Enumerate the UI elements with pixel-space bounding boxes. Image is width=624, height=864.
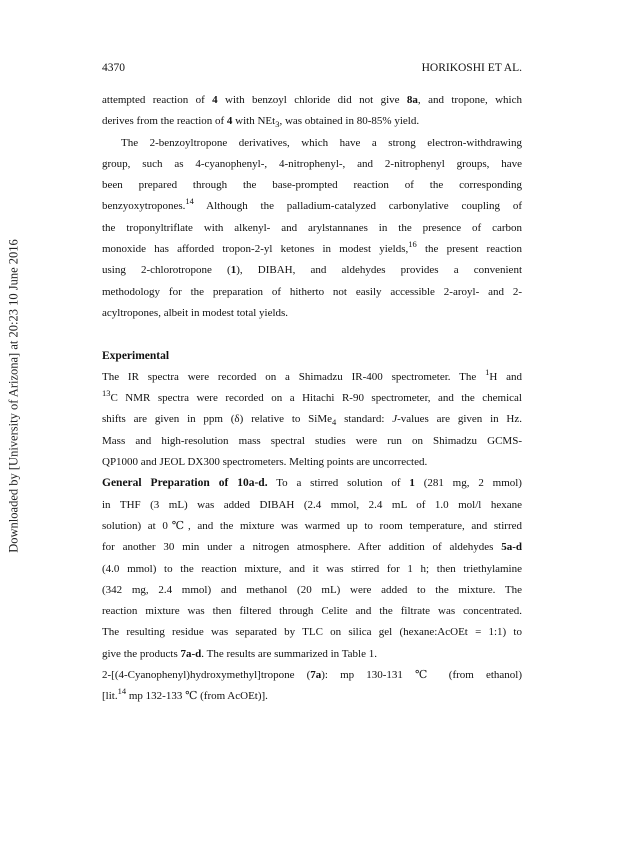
paragraph-line: group, such as 4-cyanophenyl-, 4-nitrophenyl-, and 2-nitrophenyl groups, have — [102, 157, 522, 170]
text-run: for another 30 min under a nitrogen atmosphere. After addition of aldehydes — [102, 541, 502, 554]
compound-ref: 4 — [226, 115, 233, 128]
paragraph-line: in THF (3 mL) was added DIBAH (2.4 mmol, 2.4 mL of 1.0 mol/l hexane — [102, 498, 522, 511]
superscript: 13 — [102, 388, 111, 399]
compound-ref: 5a-d — [501, 541, 522, 554]
text-run: 2-[(4-Cyanophenyl)hydroxymethyl]tropone ( — [102, 669, 311, 682]
text-run: To a stirred solution of — [267, 477, 410, 490]
text-run: , was obtained in 80-85% yield. — [279, 115, 420, 128]
text-run: derives from the reaction of — [102, 115, 227, 128]
text-run: (281 mg, 2 mmol) — [414, 477, 522, 490]
compound-ref: 8a — [406, 94, 418, 106]
citation: 14 — [185, 196, 194, 207]
section-heading-line — [102, 346, 522, 367]
text-run: ), DIBAH, and aldehydes provides a convenient — [236, 264, 522, 277]
text-run: [lit. — [102, 690, 118, 703]
spacer — [102, 324, 522, 345]
text-run: H and — [489, 370, 522, 383]
paragraph-line — [102, 537, 522, 558]
subscript: 3 — [275, 119, 280, 130]
article-body — [102, 90, 522, 708]
superscript: 1 — [485, 366, 490, 377]
text-run: the present reaction — [416, 243, 522, 256]
text-run: give the products — [102, 647, 181, 660]
paragraph-line — [102, 409, 522, 430]
paragraph-line: (4.0 mmol) to the reaction mixture, and it was stirred for 1 h; then triethylamine — [102, 562, 522, 575]
paragraph-line — [102, 644, 522, 665]
page-header — [102, 62, 522, 78]
paragraph-line: solution) at 0℃, and the mixture was warmed up to room temperature, and stirred — [102, 519, 522, 532]
paragraph-line: methodology for the preparation of hitherto not easily accessible 2-aroyl- and 2- — [102, 285, 522, 298]
paragraph-line — [102, 388, 522, 409]
running-head: HORIKOSHI ET AL. — [421, 62, 522, 74]
text-run: Although the palladium-catalyzed carbonylative coupling of — [193, 200, 522, 213]
text-run: The IR spectra were recorded on a Shimadzu IR-400 spectrometer. The — [102, 370, 486, 383]
paragraph-line — [102, 686, 522, 707]
paragraph-line — [102, 473, 522, 494]
paragraph-line: QP1000 and JEOL DX300 spectrometers. Melting points are uncorrected. — [102, 456, 428, 469]
text-run: benzyoxytropones. — [102, 200, 186, 213]
download-watermark — [6, 190, 22, 602]
paragraph-line — [102, 367, 522, 388]
text-run: -values are given in Hz. — [397, 413, 523, 426]
paragraph-line: reaction mixture was then filtered through Celite and the filtrate was concentrated. — [102, 605, 522, 618]
italic-symbol: J — [392, 413, 398, 426]
paragraph-line — [102, 665, 522, 686]
paragraph-line: The 2-benzoyltropone derivatives, which have a strong electron-withdrawing — [121, 136, 522, 149]
paragraph-line: been prepared through the base-prompted reaction of the corresponding — [102, 179, 522, 192]
paragraph-line — [102, 90, 522, 111]
text-run: mp 132-133 ℃ (from AcOEt)]. — [126, 690, 268, 703]
subscript: 4 — [332, 417, 337, 428]
paragraph-line: the troponyltriflate with alkenyl- and arylstannanes in the presence of carbon — [102, 221, 522, 234]
subsection-heading: General Preparation of 10a-d. — [102, 477, 268, 490]
text-run: with NEt — [232, 115, 276, 128]
text-run: using 2-chlorotropone ( — [102, 264, 231, 277]
citation: 16 — [408, 239, 417, 250]
compound-ref: 4 — [212, 94, 218, 106]
text-run: standard: — [336, 413, 393, 426]
compound-ref: 1 — [230, 264, 237, 277]
paragraph-line — [102, 239, 522, 260]
paragraph-line: acyltropones, albeit in modest total yields. — [102, 306, 289, 319]
text-run: , and tropone, which — [417, 94, 522, 106]
text-run: monoxide has afforded tropon-2-yl ketones in modest yields, — [102, 243, 409, 256]
paragraph-line: (342 mg, 2.4 mmol) and methanol (20 mL) were added to the mixture. The — [102, 583, 522, 596]
text-run: with benzoyl chloride did not give — [217, 94, 407, 106]
compound-ref: 7a — [310, 669, 322, 682]
text-run: C NMR spectra were recorded on a Hitachi R-90 spectrometer, and the chemical — [110, 392, 522, 405]
text-run: attempted reaction of — [102, 94, 213, 106]
paragraph-line — [102, 260, 522, 281]
compound-ref: 7a-d — [180, 647, 202, 660]
compound-ref: 1 — [409, 477, 415, 490]
page-number: 4370 — [102, 62, 125, 74]
section-heading: Experimental — [102, 349, 170, 362]
citation: 14 — [117, 686, 127, 697]
paragraph-line: The resulting residue was separated by TLC on silica gel (hexane:AcOEt = 1:1) to — [102, 626, 522, 639]
text-run: ): mp 130-131 ℃ (from ethanol) — [321, 669, 522, 682]
text-run: shifts are given in ppm (δ) relative to SiMe — [102, 413, 333, 426]
paragraph-line — [102, 196, 522, 217]
download-note: Downloaded by [University of Arizona] at 20:23 10 June 2016 — [6, 239, 21, 553]
paragraph-line — [102, 111, 522, 132]
paragraph-line: Mass and high-resolution mass spectral studies were run on Shimadzu GCMS- — [102, 434, 522, 447]
text-run: . The results are summarized in Table 1. — [201, 647, 377, 660]
